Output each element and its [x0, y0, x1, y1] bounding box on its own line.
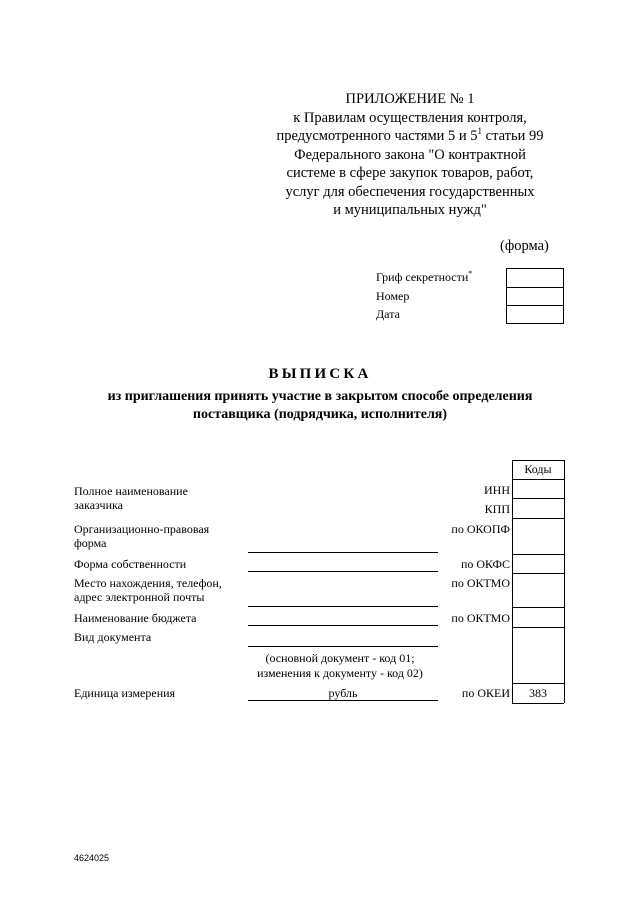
codes-row-line — [512, 627, 564, 628]
appendix-superscript: 1 — [477, 126, 483, 136]
doc-type-note: (основной документ - код 01; изменения к документу - код 02) — [257, 651, 423, 680]
header-fields-box — [506, 268, 564, 324]
header-box-divider-2 — [506, 305, 564, 306]
doc-type-field-line — [248, 646, 438, 647]
codes-bottom-border — [512, 703, 564, 704]
number-label: Номер — [376, 289, 410, 303]
footer-code: 4624025 — [74, 853, 110, 863]
unit-value: рубль — [328, 686, 358, 700]
doc-type-label: Вид документа — [74, 630, 152, 644]
codes-right-border — [564, 460, 565, 703]
date-label: Дата — [376, 307, 400, 321]
form-label: (форма) — [500, 238, 549, 254]
appendix-title: ПРИЛОЖЕНИЕ № 1 — [345, 91, 475, 107]
appendix-line-5: услуг для обеспечения государственных — [285, 183, 535, 200]
ownership-label: Форма собственности — [74, 557, 187, 571]
oktmo-label-1: по ОКТМО — [451, 576, 510, 590]
codes-row-line — [512, 479, 564, 480]
kpp-label: КПП — [484, 502, 510, 516]
codes-top-border — [512, 460, 564, 461]
header-box-divider-1 — [506, 287, 564, 288]
location-field-line — [248, 606, 438, 607]
appendix-line-1: к Правилам осуществления контроля, — [293, 109, 527, 126]
appendix-line-2: предусмотренного частями 5 и $5^1$ статьи 99 — [276, 126, 544, 144]
budget-label: Наименование бюджета — [74, 611, 197, 625]
appendix-line-4: системе в сфере закупок товаров, работ, — [286, 165, 534, 181]
document-subtitle: из приглашения принять участие в закрытом способе определения поставщика (подрядчика, исполнителя) — [107, 389, 533, 422]
codes-header: Коды — [524, 462, 552, 476]
inn-label: ИНН — [484, 483, 510, 497]
codes-row-line — [512, 518, 564, 519]
codes-row-line — [512, 573, 564, 574]
okopf-label: по ОКОПФ — [451, 522, 510, 536]
codes-row-line — [512, 683, 564, 684]
secrecy-label: Гриф секретности* — [376, 269, 473, 284]
oktmo-label-2: по ОКТМО — [451, 611, 510, 625]
document-title: ВЫПИСКА — [268, 366, 372, 382]
customer-name-label: Полное наименование заказчика — [74, 484, 188, 512]
codes-left-border — [512, 460, 513, 703]
okei-label: по ОКЕИ — [461, 686, 510, 700]
appendix-line-3: Федерального закона "О контрактной — [294, 146, 526, 163]
legal-form-field-line — [248, 552, 438, 553]
okei-code: 383 — [529, 686, 547, 700]
appendix-block — [250, 90, 570, 220]
location-label: Место нахождения, телефон, адрес электронной почты — [74, 576, 222, 604]
unit-label: Единица измерения — [74, 686, 176, 700]
appendix-line-6: и муниципальных нужд" — [333, 202, 487, 218]
codes-row-line — [512, 554, 564, 555]
okfs-label: по ОКФС — [460, 557, 510, 571]
legal-form-label: Организационно-правовая форма — [74, 522, 210, 550]
codes-row-line — [512, 607, 564, 608]
codes-row-line — [512, 498, 564, 499]
